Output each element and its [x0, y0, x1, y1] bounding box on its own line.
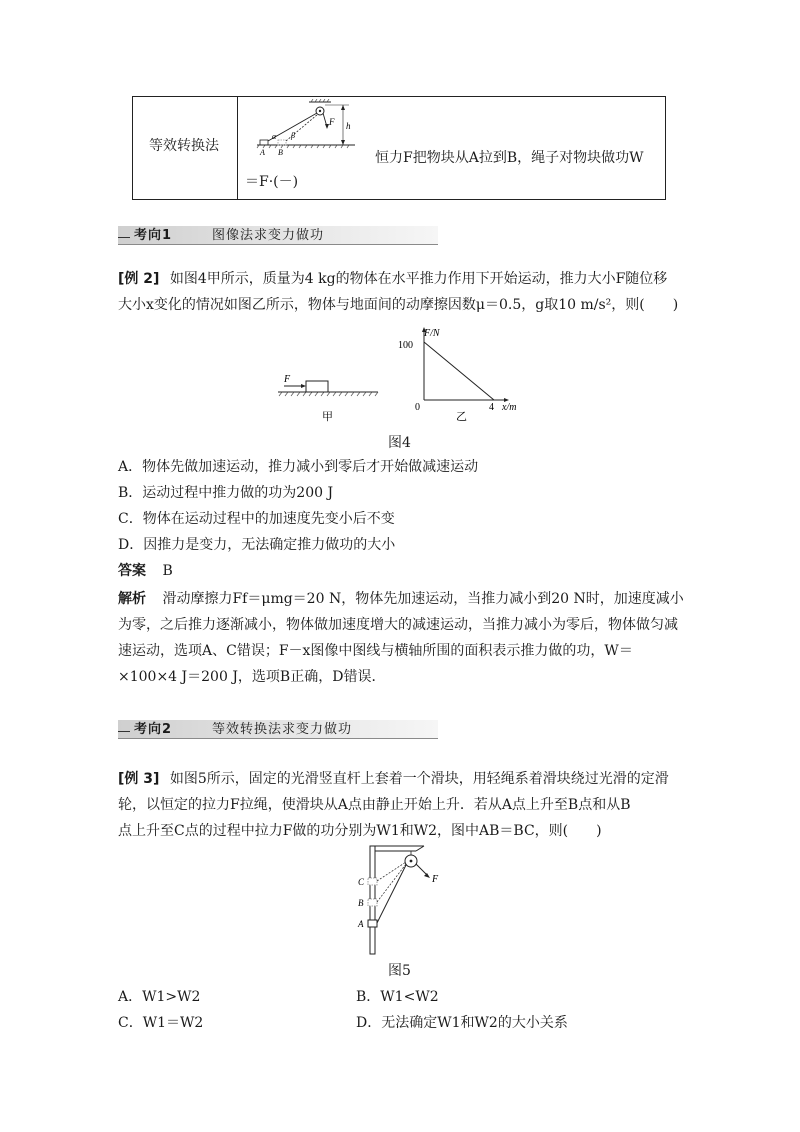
example3-line3: 点上升至C点的过程中拉力F做的功分别为W1和W2，图中AB＝BC，则( ) [118, 823, 602, 839]
example2-text: 如图4甲所示，质量为4 kg的物体在水平推力作用下开始运动，推力大小F随位移 [169, 271, 668, 287]
example3-line1 [118, 768, 669, 790]
example3-text: 如图5所示，固定的光滑竖直杆上套着一个滑块，用轻绳系着滑块绕过光滑的定滑 [169, 771, 669, 787]
y-axis-label: F/N [424, 328, 440, 339]
label-F: F [329, 117, 335, 127]
label-h: h [346, 121, 351, 131]
label-B: B [278, 148, 283, 157]
method-name: 等效转换法 [149, 138, 219, 154]
figure-4 [278, 326, 538, 432]
option-D: D．因推力是变力，无法确定推力做功的大小 [118, 537, 396, 553]
graph-yi [398, 327, 516, 423]
yi-caption: 乙 [456, 411, 467, 423]
origin-label: 0 [415, 402, 420, 413]
section-header-2 [118, 716, 438, 740]
method-table [132, 96, 666, 200]
label-alpha: α [272, 132, 277, 141]
option-C: C．物体在运动过程中的加速度先变小后不变 [118, 511, 395, 527]
x-axis-label: x/m [502, 402, 517, 413]
option-A: A．W1>W2 [118, 989, 201, 1005]
figure-5-caption: 图5 [388, 963, 411, 979]
example2-line2: 大小x变化的情况如图乙所示，物体与地面间的动摩擦因数μ＝0.5，g取10 m/s²，则( ) [118, 297, 679, 313]
block-jia [306, 381, 328, 392]
analysis-line4: ×100×4 J＝200 J，选项B正确，D错误． [118, 669, 386, 685]
label-A: A [358, 919, 364, 929]
answer-row [118, 560, 173, 582]
section-header-1 [118, 222, 438, 246]
analysis-label: 解析 [118, 591, 146, 607]
label-beta: β [291, 131, 295, 140]
example2-line1 [118, 268, 667, 290]
force-line [424, 342, 494, 400]
section-title: 图像法求变力做功 [212, 228, 325, 243]
example-tag: [例 3] [118, 771, 160, 787]
label-F: F [432, 874, 439, 885]
figure-5 [356, 844, 452, 956]
example-tag: [例 2] [118, 271, 160, 287]
option-D: D．无法确定W1和W2的大小关系 [356, 1015, 568, 1031]
label-A: A [260, 148, 265, 157]
answer-value: B [162, 563, 173, 579]
method-description-line1: 恒力F把物块从A拉到B，绳子对物块做功W [375, 150, 644, 166]
analysis-line1 [118, 588, 684, 610]
slider-block [368, 920, 377, 927]
jia-caption: 甲 [322, 411, 333, 423]
figure-4-caption: 图4 [388, 435, 411, 451]
label-C: C [358, 877, 365, 887]
section-title: 等效转换法求变力做功 [212, 722, 353, 737]
example3-line2: 轮，以恒定的拉力F拉绳，使滑块从A点由静止开始上升．若从A点上升至B点和从B [118, 797, 631, 813]
table-divider [237, 97, 238, 199]
label-B: B [358, 898, 364, 908]
analysis-text: 滑动摩擦力Ff＝μmg＝20 N，物体先加速运动，当推力减小到20 N时，加速度减小 [162, 591, 684, 607]
analysis-line2: 为零，之后推力逐渐减小，物体做加速度增大的减速运动，当推力减小为零后，物体做匀减 [118, 617, 678, 633]
option-C: C．W1＝W2 [118, 1015, 204, 1031]
option-A: A．物体先做加速运动，推力减小到零后才开始做减速运动 [118, 459, 479, 475]
method-description-line2: ＝F·(－) [245, 174, 299, 190]
section-label: 考向2 [134, 722, 173, 737]
jia-F-label: F [284, 374, 291, 385]
analysis-line3: 速运动，选项A、C错误；F－x图像中图线与横轴所围的面积表示推力做的功，W＝ [118, 643, 633, 659]
option-B: B．W1<W2 [356, 989, 439, 1005]
pulley-slope-figure [245, 99, 375, 163]
x-tick-4: 4 [489, 402, 494, 413]
y-tick-100: 100 [398, 340, 413, 351]
option-B: B．运动过程中推力做的功为200 J [118, 485, 334, 501]
answer-label: 答案 [118, 563, 146, 579]
section-label: 考向1 [134, 228, 173, 243]
